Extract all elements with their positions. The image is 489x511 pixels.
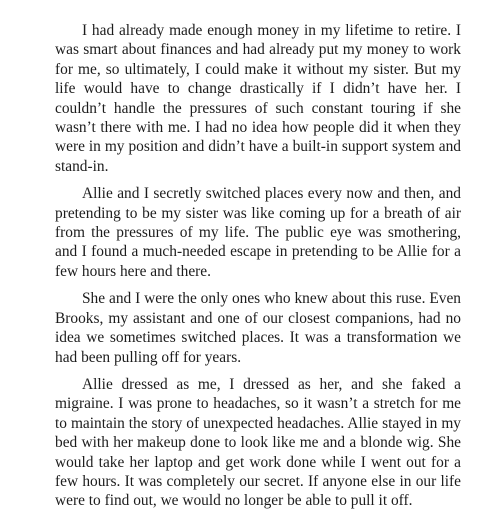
paragraph: I had already made enough money in my lifetime to retire. I was smart about finances and had already put my money to work for me, so ultimately, I could make it without my sister. But my life would have to change drastically if I didn’t have her. I couldn’t handle the pressures of such constant touring if she wasn’t there with me. I had no idea how people did it when they were in my position and didn’t have a built-in support system and stand-in. — [55, 22, 461, 175]
paragraph: She and I were the only ones who knew about this ruse. Even Brooks, my assistant and one of our closest companions, had no idea we sometimes switched places. It was a transformation we had been pulling off for years. — [55, 290, 461, 366]
paragraph: Allie and I secretly switched places every now and then, and pretending to be my sister was like coming up for a breath of air from the pressures of my life. The public eye was smothering, and I found a much-needed escape in pretending to be Allie for a few hours here and there. — [55, 185, 461, 280]
paragraph: Allie dressed as me, I dressed as her, and she faked a migraine. I was prone to headaches, so it wasn’t a stretch for me to maintain the story of unexpected headaches. Allie stayed in my bed with her makeup done to look like me and a blonde wig. She would take her laptop and get work done while I went out for a few hours. It was completely our secret. If anyone else in our life were to find out, we would no longer be able to pull it off. — [55, 375, 461, 510]
